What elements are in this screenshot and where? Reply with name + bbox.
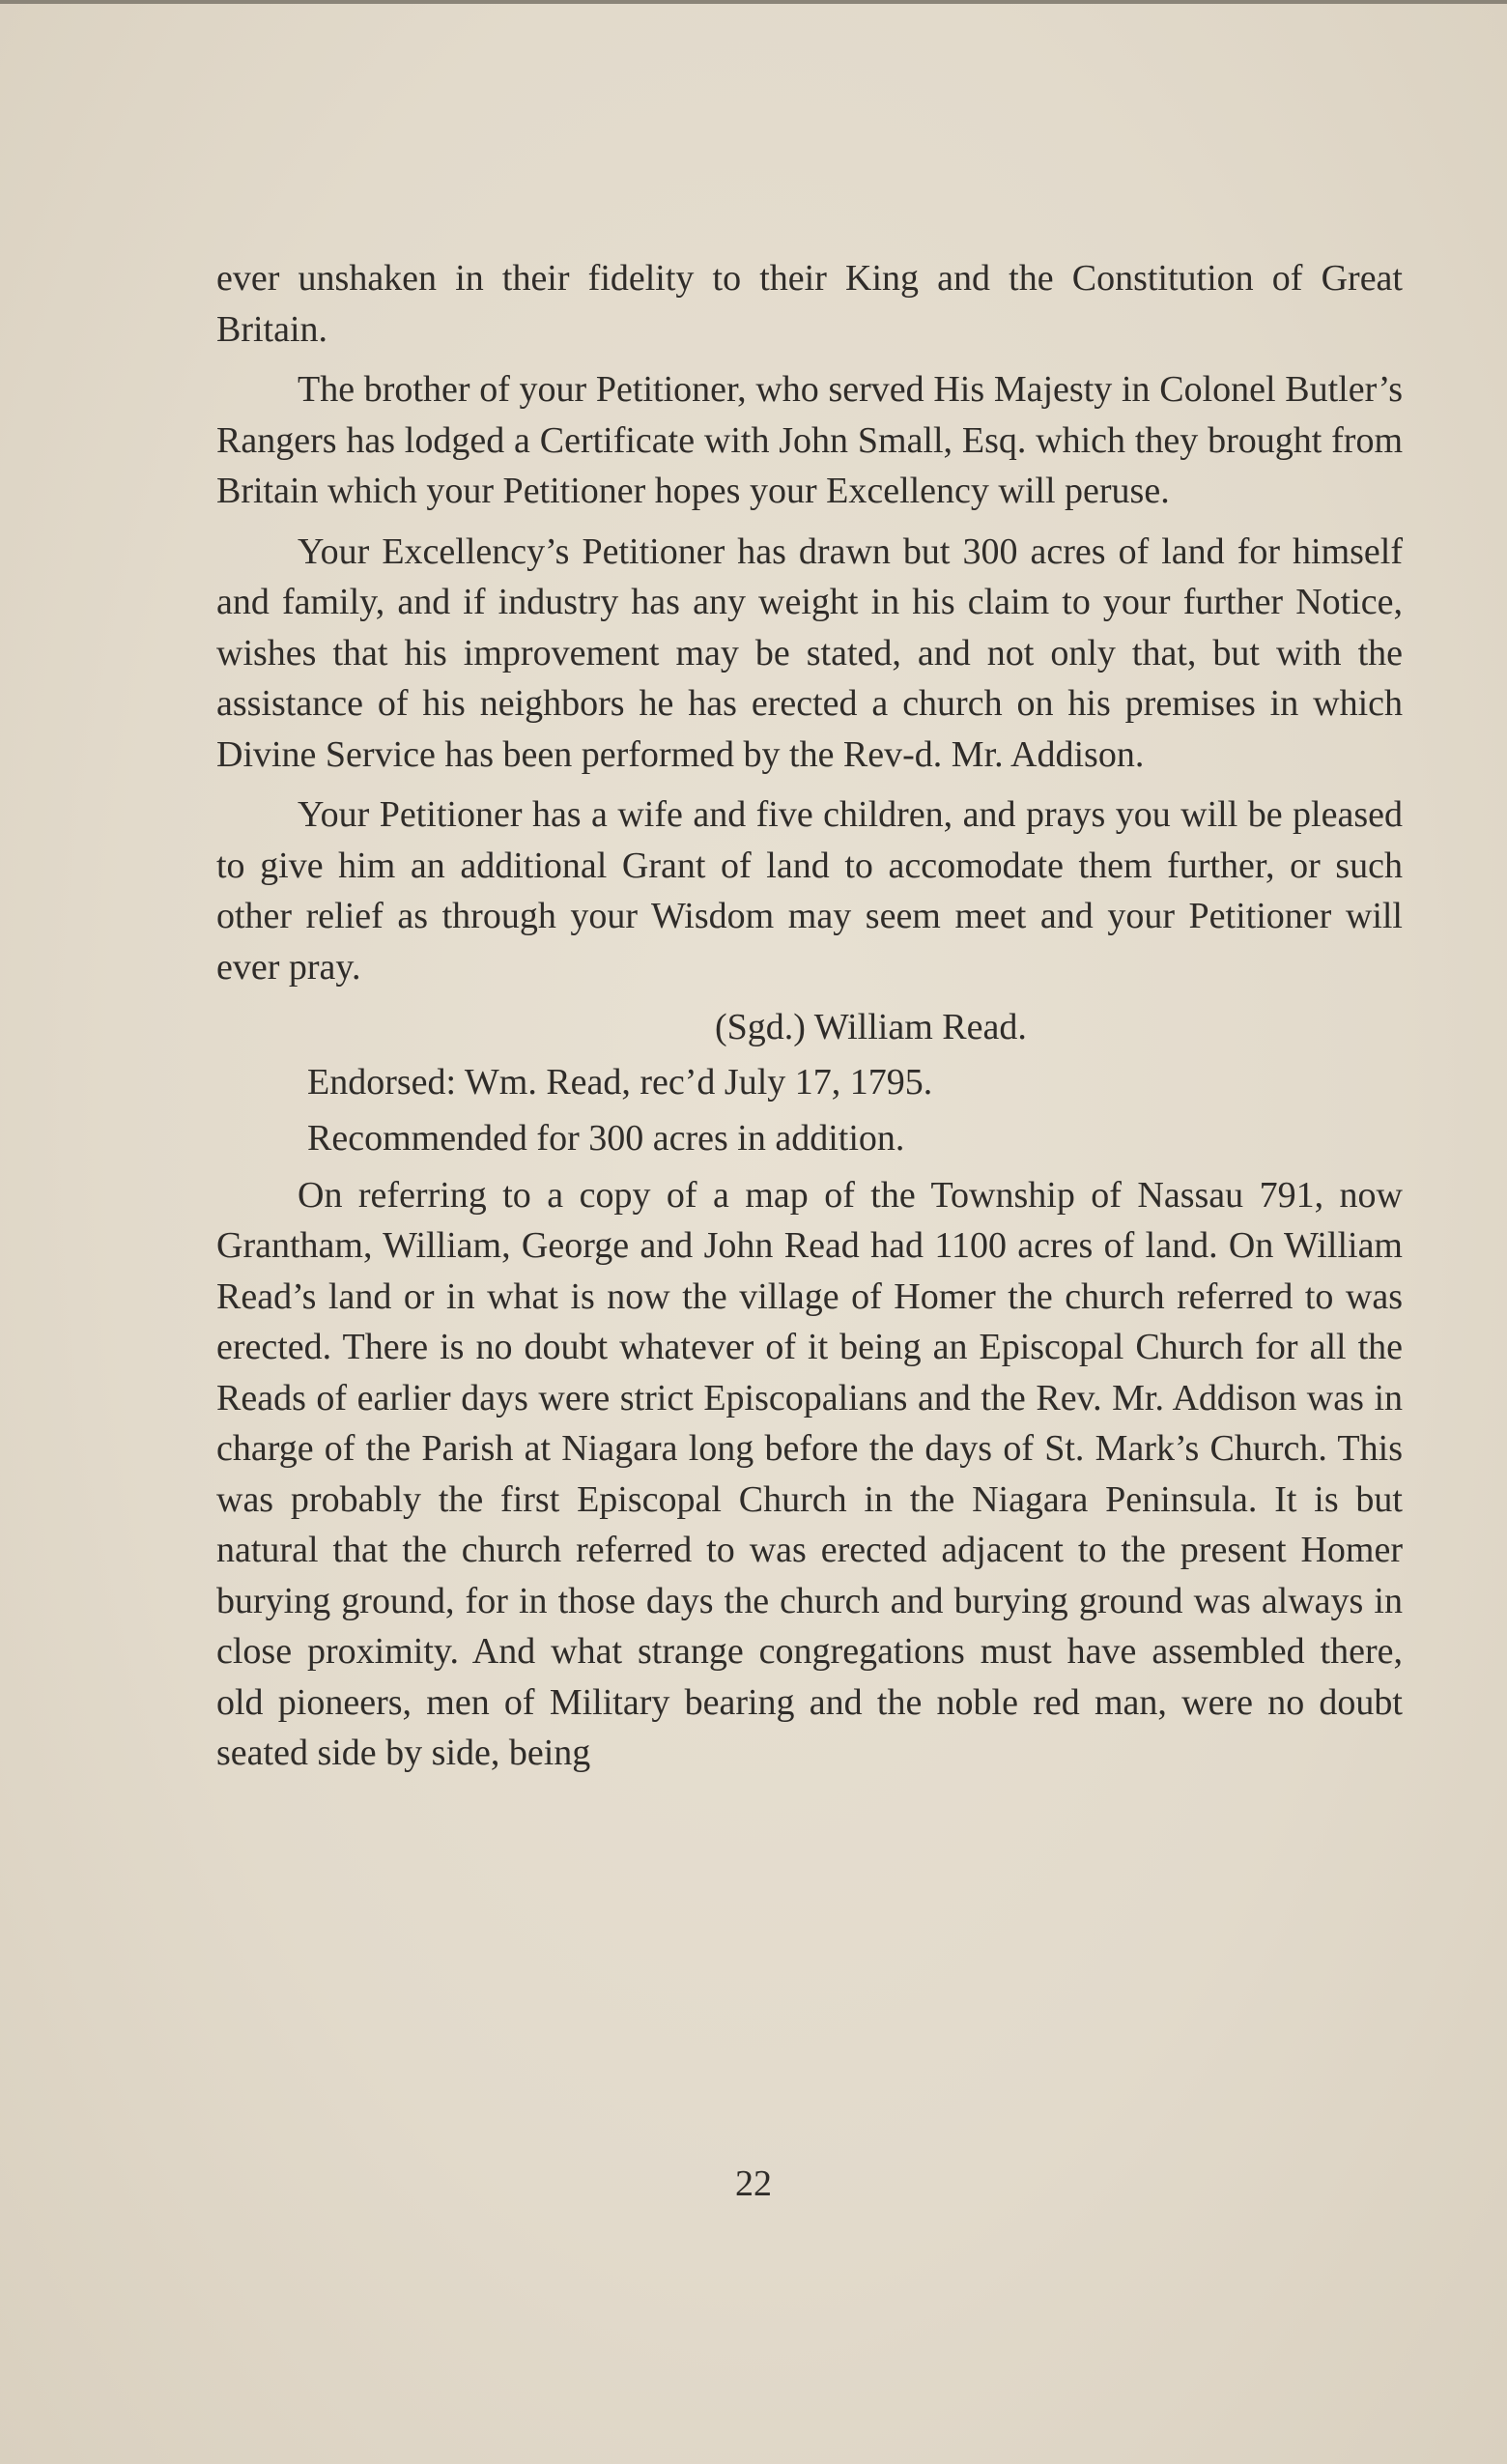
paragraph-brother-certificate: The brother of your Petitioner, who served His Majesty in Colonel Butler’s Rangers has lodged a Certificate with John Small, Esq. which they brought from Britain which your Petitioner hopes your Excellency will peruse. [216,369,1403,511]
page-number: 22 [735,2163,772,2204]
paragraph-continuation: ever unshaken in their fidelity to their King and the Constitution of Great Britain. [216,258,1403,350]
paragraph-land-church: Your Excellency’s Petitioner has drawn but 300 acres of land for himself and family, and if industry has any weight in his claim to your further Notice, wishes that his improvement may be stated, and not only that, but with the assistance of his neighbors he has erected a church on his premises in which Divine Service has been performed by the Rev-d. Mr. Addison. [216,530,1403,775]
paragraph-township-map: On referring to a copy of a map of the Township of Nassau 791, now Grantham, William, George and John Read had 1100 acres of land. On William Read’s land or in what is now the village of Homer the church referred to was erected. There is no doubt whatever of it being an Episcopal Church for all the Reads of earlier days were strict Episcopalians and the Rev. Mr. Addison was in charge of the Parish at Niagara long before the days of St. Mark’s Church. This was probably the first Episcopal Church in the Niagara Peninsula. It is but natural that the church referred to was erected adjacent to the present Homer burying ground, for in those days the church and burying ground was always in close proximity. And what strange congregations must have assembled there, old pioneers, men of Military bearing and the noble red man, were no doubt seated side by side, being [216,1174,1403,1773]
recommended-line: Recommended for 300 acres in addition. [307,1118,905,1159]
body-text [216,253,1403,1789]
endorsed-line: Endorsed: Wm. Read, rec’d July 17, 1795. [307,1061,933,1103]
page-top-edge [0,0,1507,4]
paragraph-prayer: Your Petitioner has a wife and five children, and prays you will be pleased to give him an additional Grant of land to accomodate them further, or such other relief as through your Wisdom may seem meet and your Petitioner will ever pray. [216,794,1403,988]
signature-line: (Sgd.) William Read. [715,1007,1027,1047]
